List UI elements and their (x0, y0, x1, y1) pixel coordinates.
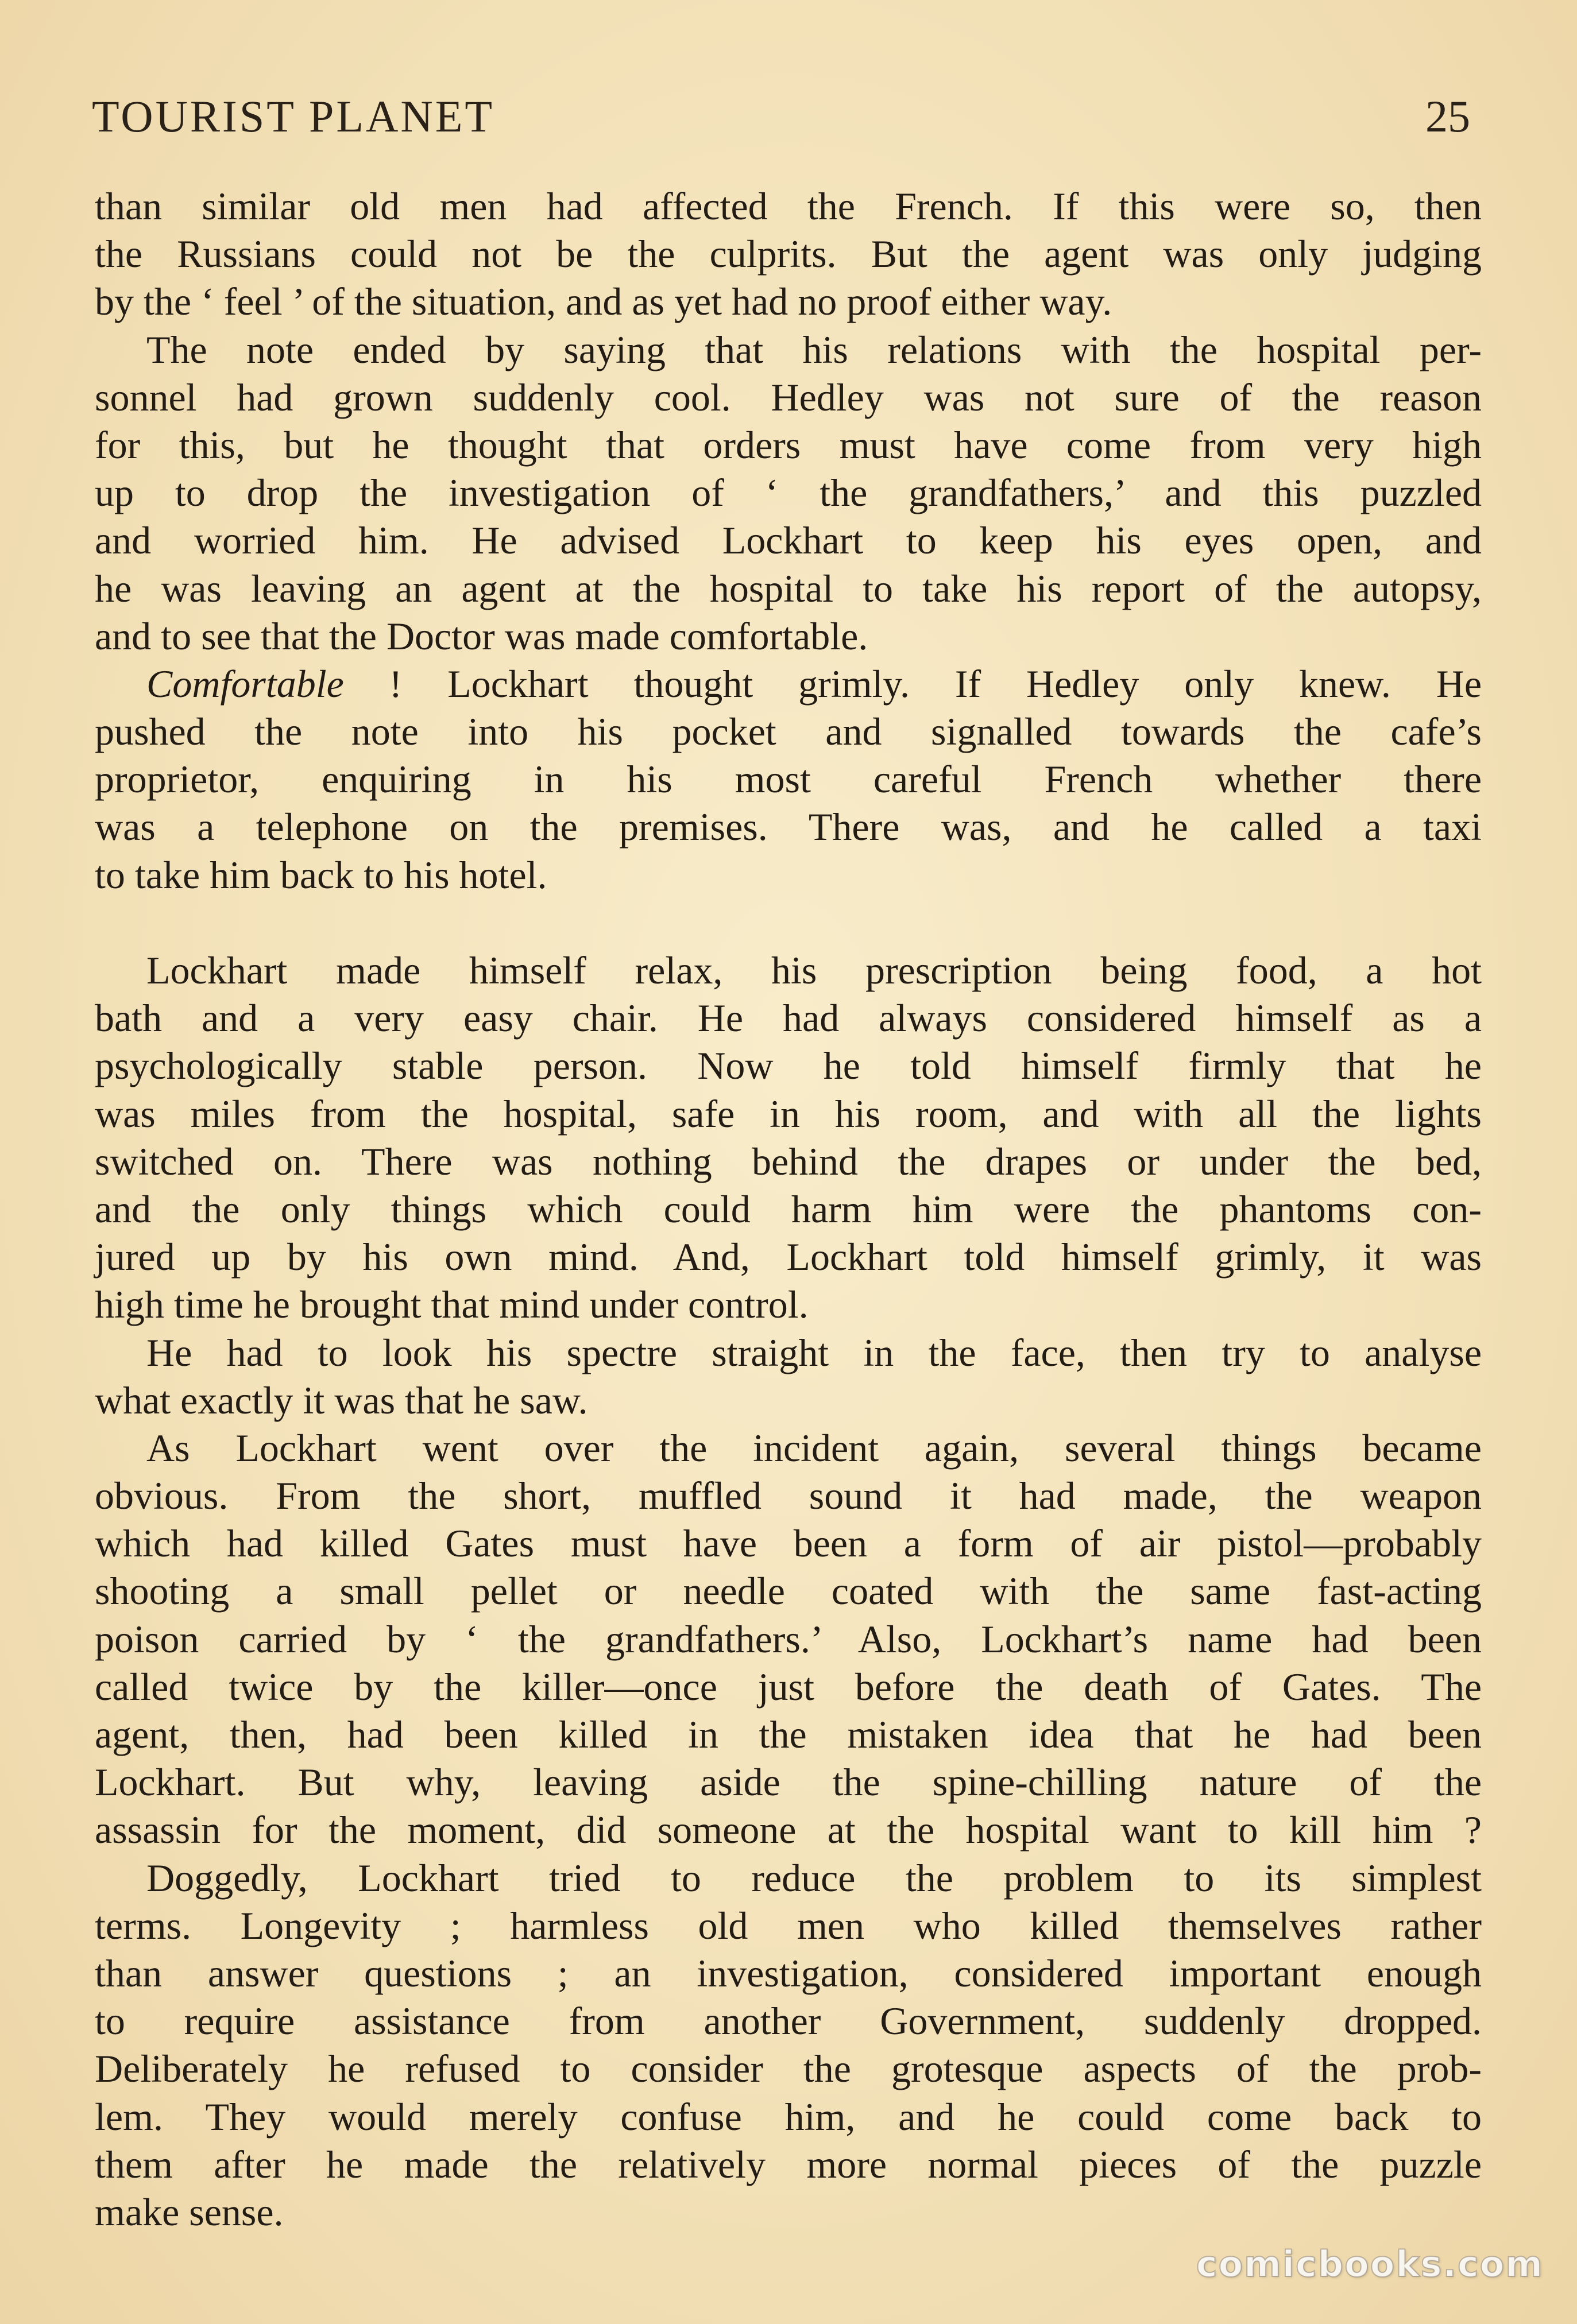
text-line: The note ended by saying that his relations with the hospital per- (146, 327, 1482, 371)
text-line (95, 660, 1482, 708)
text-line: and worried him. He advised Lockhart to keep his eyes open, and (95, 518, 1482, 563)
body-text (95, 183, 1482, 2236)
text-line: lem. They would merely confuse him, and he could come back to (95, 2094, 1482, 2139)
text-line: make sense. (95, 2190, 284, 2234)
text-line: he was leaving an agent at the hospital to take his report of the autopsy, (95, 566, 1482, 610)
text-line: was miles from the hospital, safe in his room, and with all the lights (95, 1091, 1482, 1136)
page-header (92, 85, 1470, 148)
text-line: terms. Longevity ; harmless old men who killed themselves rather (95, 1903, 1482, 1947)
text-line: Lockhart. But why, leaving aside the spine-chilling nature of the (95, 1760, 1482, 1804)
text-line: poison carried by ‘ the grandfathers.’ Also, Lockhart’s name had been (95, 1617, 1482, 1661)
text-line: assassin for the moment, did someone at the hospital want to kill him ? (95, 1808, 1482, 1852)
text-line: up to drop the investigation of ‘ the grandfathers,’ and this puzzled (95, 471, 1482, 515)
text-line: psychologically stable person. Now he told himself firmly that he (95, 1044, 1482, 1088)
text-line: shooting a small pellet or needle coated with the same fast-acting (95, 1569, 1482, 1613)
section-break (95, 899, 1482, 947)
text-line: bath and a very easy chair. He had always considered himself as a (95, 996, 1482, 1040)
text-line: Deliberately he refused to consider the grotesque aspects of the prob- (95, 2047, 1482, 2091)
text-line: pushed the note into his pocket and signalled towards the cafe’s (95, 710, 1482, 754)
text-line: them after he made the relatively more normal pieces of the puzzle (95, 2142, 1482, 2186)
text-line: called twice by the killer—once just before the death of Gates. The (95, 1664, 1482, 1709)
text-line: which had killed Gates must have been a form of air pistol—probably (95, 1521, 1482, 1566)
italic-word: Comfortable (146, 661, 344, 706)
text-line: for this, but he thought that orders must have come from very high (95, 423, 1482, 467)
text-line: sonnel had grown suddenly cool. Hedley was not sure of the reason (95, 375, 1482, 419)
text-line: to take him back to his hotel. (95, 853, 547, 897)
text-line: jured up by his own mind. And, Lockhart told himself grimly, it was (95, 1235, 1482, 1279)
text-line: Doggedly, Lockhart tried to reduce the problem to its simplest (146, 1856, 1482, 1900)
text-line: agent, then, had been killed in the mistaken idea that he had been (95, 1713, 1482, 1756)
text-line: the Russians could not be the culprits. But the agent was only judging (95, 232, 1482, 276)
text-line: was a telephone on the premises. There was, and he called a taxi (95, 805, 1482, 849)
text-line: switched on. There was nothing behind the drapes or under the bed, (95, 1139, 1482, 1183)
text-line: what exactly it was that he saw. (95, 1378, 588, 1422)
running-head: TOURIST PLANET (92, 91, 494, 141)
text-line: high time he brought that mind under control. (95, 1283, 809, 1327)
text-line: and the only things which could harm him were the phantoms con- (95, 1187, 1482, 1231)
text-line: by the ‘ feel ’ of the situation, and as yet had no proof either way. (95, 280, 1112, 324)
text-line: He had to look his spectre straight in the face, then try to analyse (146, 1330, 1482, 1374)
text-line: As Lockhart went over the incident again, several things became (146, 1426, 1482, 1470)
text-line: obvious. From the short, muffled sound it had made, the weapon (95, 1474, 1482, 1518)
text-line: proprietor, enquiring in his most careful French whether there (95, 757, 1482, 801)
watermark: comicbooks.com (1196, 2243, 1544, 2285)
text-line: to require assistance from another Government, suddenly dropped. (95, 1999, 1482, 2043)
text-line: and to see that the Doctor was made comfortable. (95, 614, 868, 658)
text-line: Lockhart made himself relax, his prescription being food, a hot (146, 948, 1482, 992)
page-number: 25 (1425, 91, 1470, 141)
text-fragment: ! Lockhart thought grimly. If Hedley only knew. He (343, 661, 1482, 706)
text-line: than answer questions ; an investigation, considered important enough (95, 1951, 1482, 1995)
text-line: than similar old men had affected the French. If this were so, then (95, 184, 1482, 228)
